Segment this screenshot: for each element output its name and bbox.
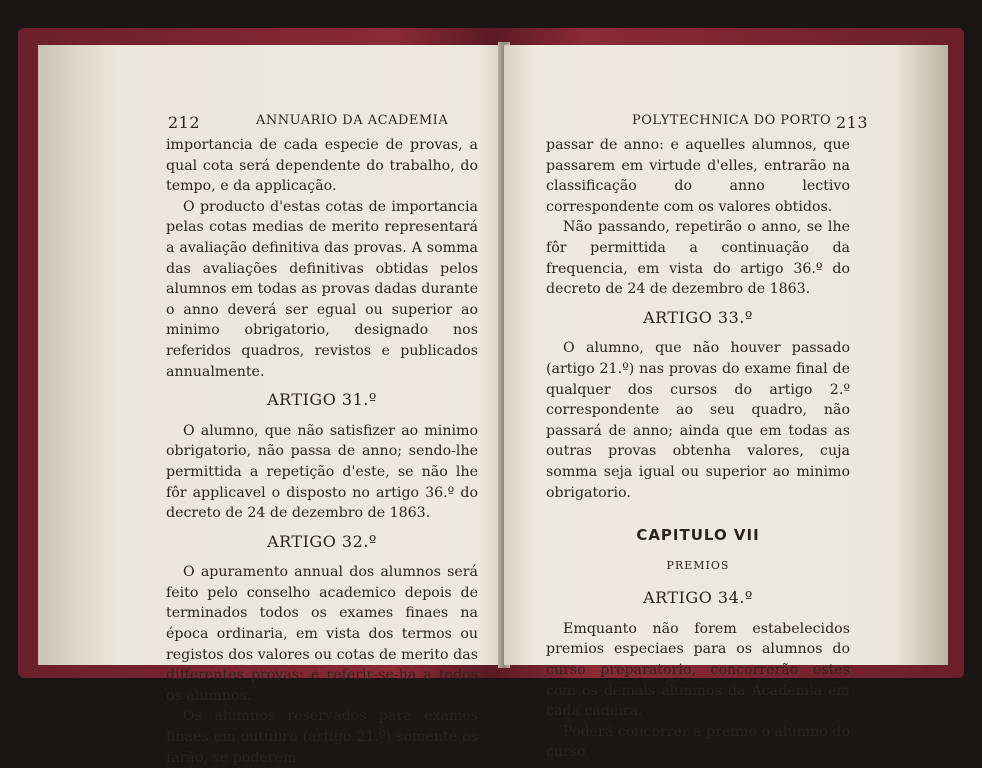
right-body-text [546,135,850,763]
left-running-head: ANNUARIO DA ACADEMIA [256,113,449,128]
paragraph: Poderá concorrer a premio o alumno do curso [546,723,850,761]
article-heading: ARTIGO 34.º [643,588,753,608]
paragraph: Emquanto não forem estabelecidos premios especiaes para os alumnos do curso preparatorio, concorrerão estes com os demais alumnos da Academia em cada cadeira. [546,620,850,720]
paragraph: Os alumnos reservados para exames finaes em outubro (artigo 21.º) sómente os farão, se poderem [166,708,478,766]
paragraph: O alumno, que não houver passado (artigo 21.º) nas provas do exame final de qualquer dos cursos do artigo 2.º correspondente ao seu quadro, não passará de anno; ainda que em todas as outras provas obtenha valores, cuja somma seja igual ou superior ao minimo obrigatorio. [546,340,850,501]
left-page [38,45,504,766]
right-running-head: POLYTECHNICA DO PORTO [632,113,832,128]
article-heading: ARTIGO 31.º [267,390,377,410]
paragraph: O producto d'estas cotas de importancia pelas cotas medias de merito representará a avaliação definitiva das provas. A somma das avaliações definitivas obtidas pelos alumnos em todas as provas dadas durante o anno deverá ser egual ou superior ao minimo obrigatorio, designado nos referidos quadros, revistos e publicados annualmente. [166,198,478,380]
right-page-number: 213 [836,113,869,132]
left-body-text [166,135,478,768]
article-heading: ARTIGO 32.º [267,531,377,551]
left-page-number: 212 [168,113,201,132]
paragraph: importancia de cada especie de provas, a qual cota será dependente do trabalho, do tempo, e da applicação. [166,137,478,195]
chapter-subtitle: PREMIOS [666,558,730,572]
paragraph: O alumno, que não satisfizer ao minimo obrigatorio, não passa de anno; sendo-lhe permittida a repetição d'este, se não lhe fôr applicavel o disposto no artigo 36.º do decreto de 24 de dezembro de 1863. [166,422,478,522]
chapter-heading: CAPITULO VII [636,526,760,545]
paragraph: O apuramento annual dos alumnos será feito pelo conselho academico depois de terminados todos os exames finaes na época ordinaria, em vista dos termos ou registos dos valores ou cotas de merito das differentes provas: e referir-se-ha a todos os alumnos. [166,564,478,704]
paragraph: Não passando, repetirão o anno, se lhe fôr permittida a continuação da frequencia, em vista do artigo 36.º do decreto de 24 de dezembro de 1863. [546,219,850,298]
right-page [504,45,948,761]
paragraph: passar de anno: e aquelles alumnos, que passarem em virtude d'elles, entrarão na classificação do anno lectivo correspondente com os valores obtidos. [546,137,850,215]
article-heading: ARTIGO 33.º [643,307,753,327]
